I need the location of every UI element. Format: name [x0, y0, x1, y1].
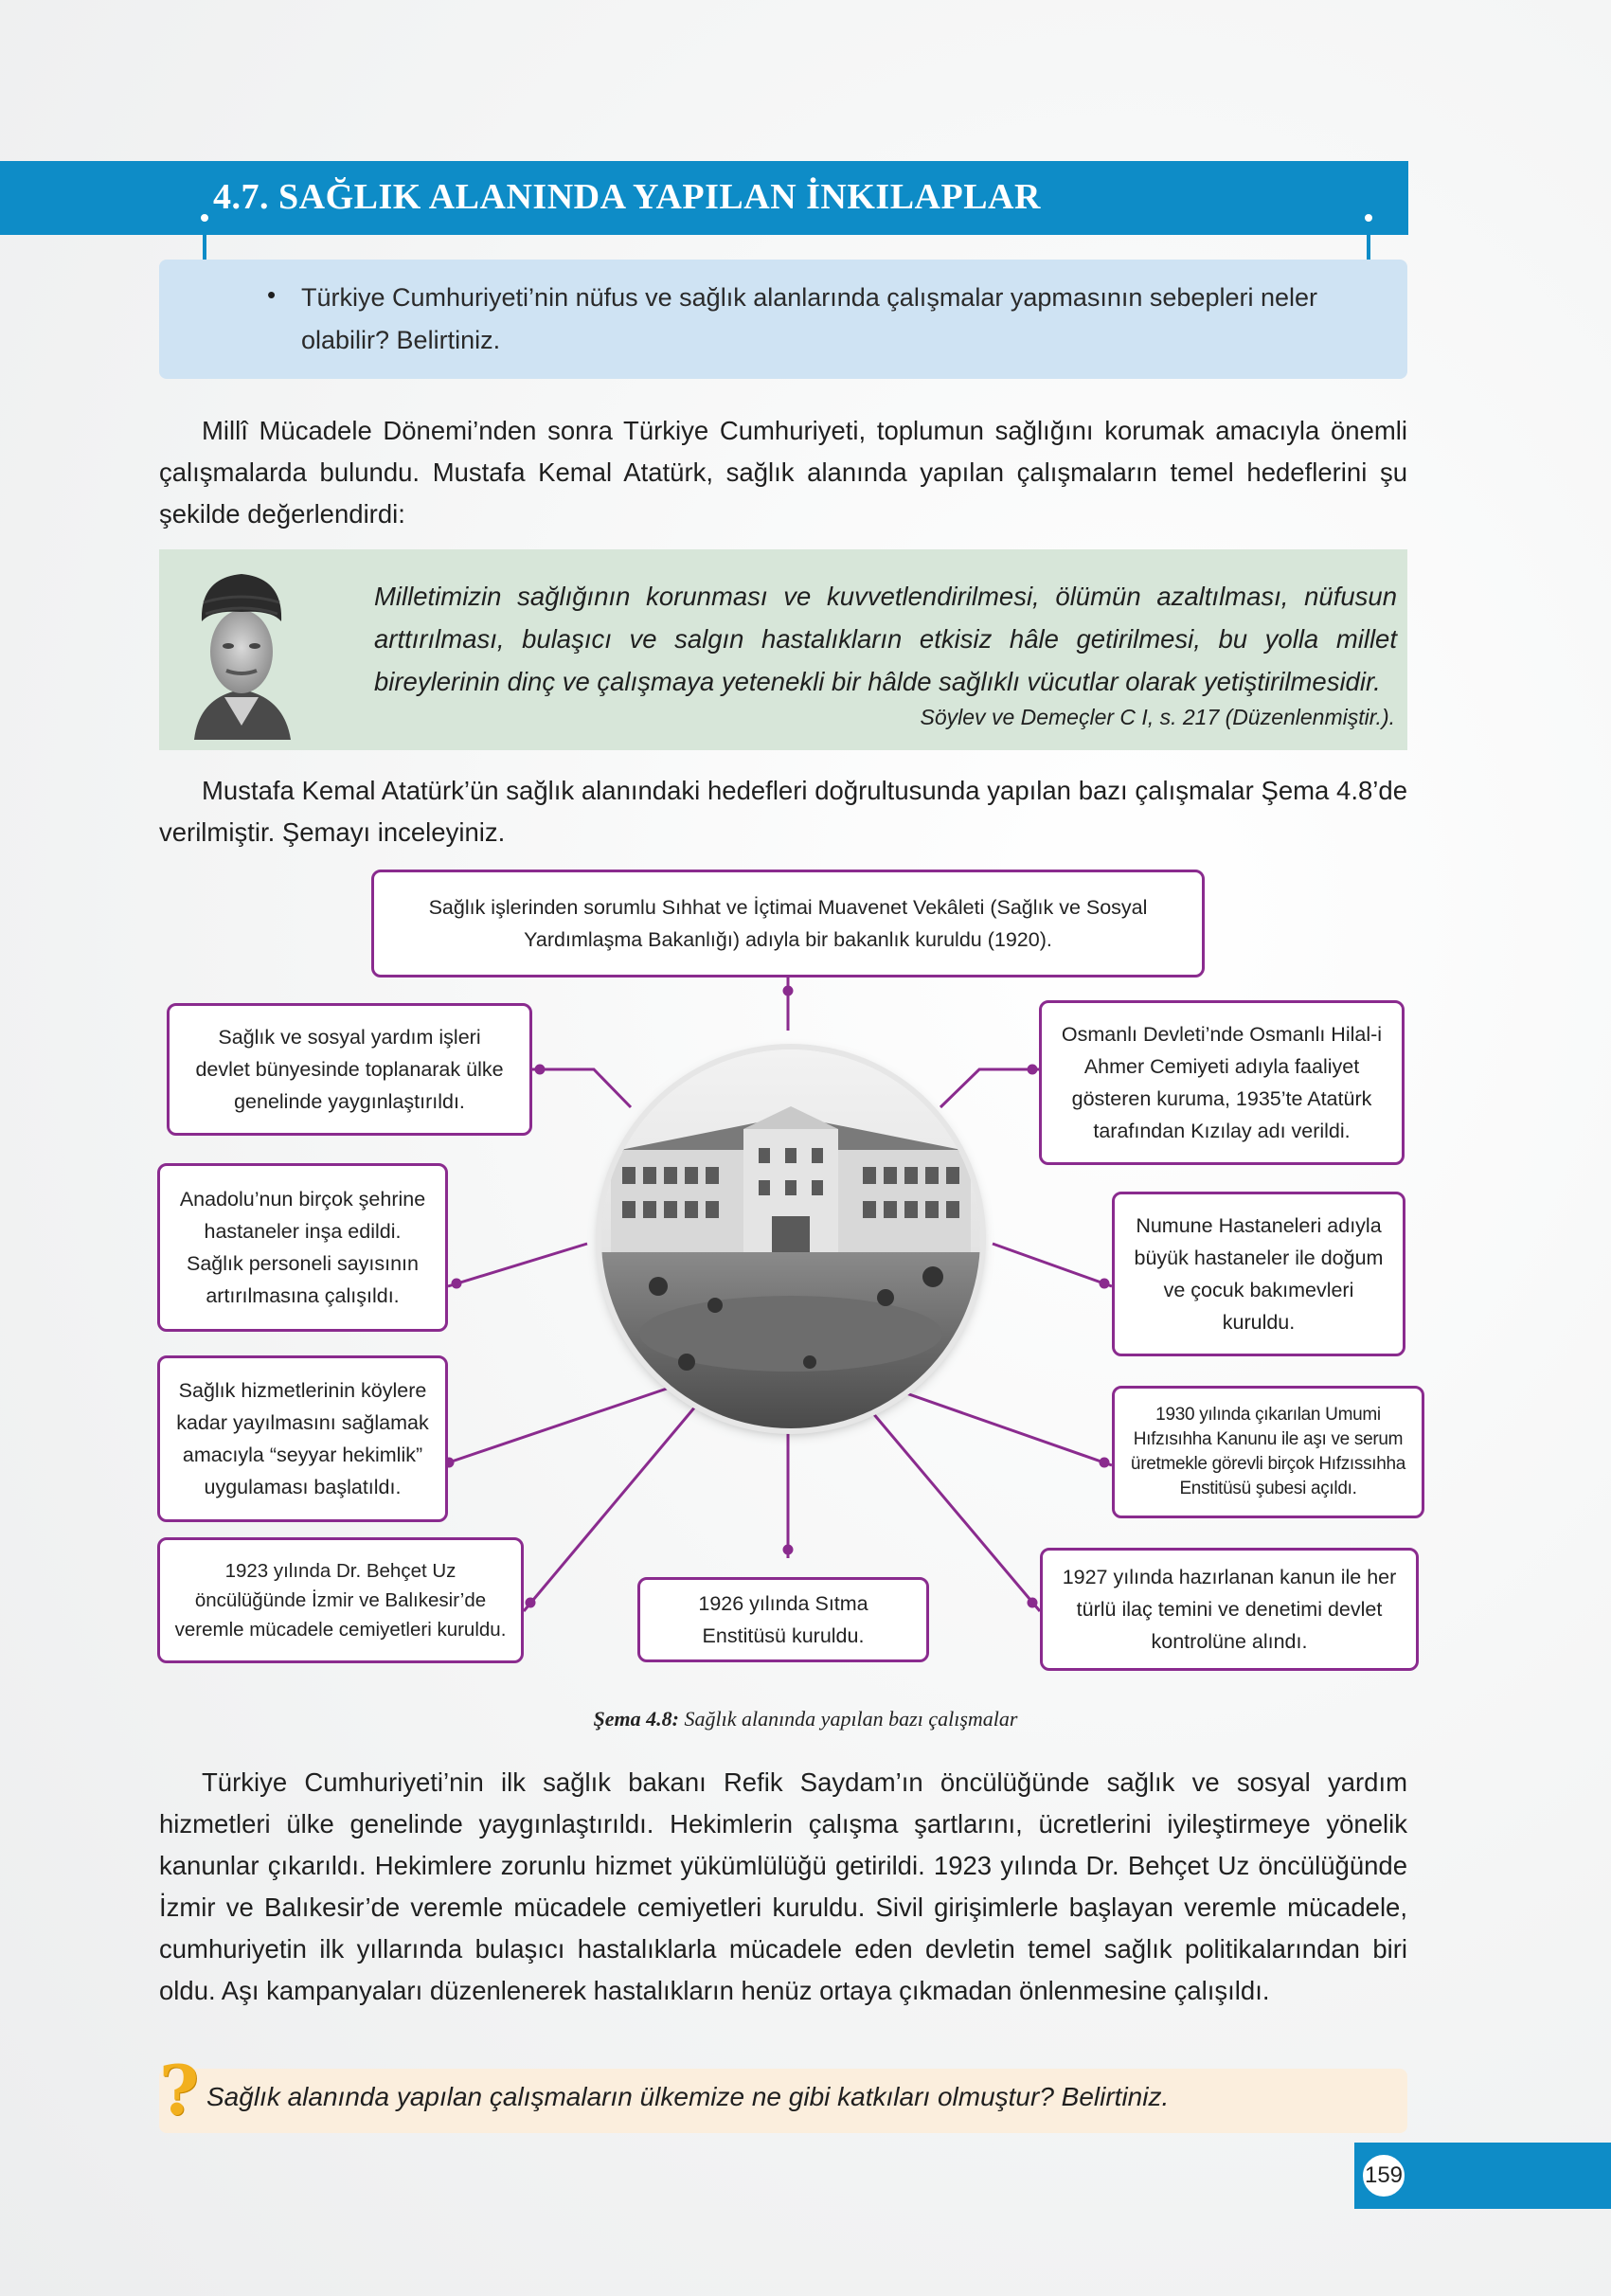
final-question-text: Sağlık alanında yapılan çalışmaların ülkemize ne gibi katkıları olmuştur? Belirtiniz.: [206, 2082, 1170, 2111]
quote-source: Söylev ve Demeçler C I, s. 217 (Düzenlenmiştir.).: [920, 705, 1395, 729]
diagram-box-left-2: Anadolu’nun birçok şehrine hastaneler inşa edildi. Sağlık personeli sayısının artırılmasına çalışıldı.: [157, 1163, 448, 1332]
diagram-box-bottom: 1926 yılında Sıtma Enstitüsü kuruldu.: [637, 1577, 929, 1662]
diagram-box-right-4: 1927 yılında hazırlanan kanun ile her türlü ilaç temini ve denetimi devlet kontrolüne alındı.: [1040, 1548, 1419, 1671]
page-number: 159: [1360, 2152, 1407, 2199]
diagram-box-left-3: Sağlık hizmetlerinin köylere kadar yayılmasını sağlamak amacıyla “seyyar hekimlik” uygulaması başlatıldı.: [157, 1355, 448, 1522]
diagram-box-left-4: 1923 yılında Dr. Behçet Uz öncülüğünde İzmir ve Balıkesir’de veremle mücadele cemiyetleri kuruldu.: [157, 1537, 524, 1663]
bullet: •: [267, 280, 277, 309]
diagram-box-left-1: Sağlık ve sosyal yardım işleri devlet bünyesinde toplanarak ülke genelinde yaygınlaştırıldı.: [167, 1003, 532, 1136]
paragraph-1: Millî Mücadele Dönemi’nden sonra Türkiye Cumhuriyeti, toplumun sağlığını korumak amacıyla önemli çalışmalarda bulundu. Mustafa Kemal Atatürk, sağlık alanında yapılan çalışmaların temel hedeflerini şu şekilde değerlendirdi:: [159, 416, 1407, 529]
diagram-caption: Şema 4.8: Sağlık alanında yapılan bazı çalışmalar: [593, 1707, 1018, 1731]
paragraph-2: Mustafa Kemal Atatürk’ün sağlık alanındaki hedefleri doğrultusunda yapılan bazı çalışmalar Şema 4.8’de verilmiştir. Şemayı inceleyiniz.: [159, 776, 1407, 847]
hospital-building-photo: [601, 1049, 980, 1428]
diagram-box-top: Sağlık işlerinden sorumlu Sıhhat ve İçtimai Muavenet Vekâleti (Sağlık ve Sosyal Yardımlaşma Bakanlığı) adıyla bir bakanlık kuruldu (1920).: [371, 870, 1205, 978]
quote-text: Milletimizin sağlığının korunması ve kuvvetlendirilmesi, ölümün azaltılması, nüfusun arttırılması, bulaşıcı ve salgın hastalıkların etkisiz hâle getirilmesi, bu yolla millet bireylerinin dinç ve çalışmaya yetenekli bir hâlde sağlıklı vücutlar olarak yetiştirilmesidir.: [374, 582, 1397, 696]
paragraph-3: Türkiye Cumhuriyeti’nin ilk sağlık bakanı Refik Saydam’ın öncülüğünde sağlık ve sosyal yardım hizmetleri ülke genelinde yaygınlaştırıldı. Hekimlerin çalışma şartlarını, ücretlerini iyileştirmeye yönelik kanunlar çıkarıldı. Hekimlere zorunlu hizmet yükümlülüğü getirildi. 1923 yılında Dr. Behçet Uz öncülüğünde İzmir ve Balıkesir’de veremle mücadele cemiyetleri kuruldu. Sivil girişimlerle başlayan veremle mücadele, cumhuriyetin ilk yıllarında bulaşıcı hastalıklarla mücadele eden devletin temel sağlık politikalarından biri oldu. Aşı kampanyaları düzenlenerek hastalıkların henüz ortaya çıkmadan önlenmesine çalışıldı.: [159, 1767, 1407, 2005]
question-mark-icon: ?: [159, 2050, 200, 2130]
diagram-box-right-2: Numune Hastaneleri adıyla büyük hastaneler ile doğum ve çocuk bakımevleri kuruldu.: [1112, 1192, 1405, 1356]
diagram-box-right-3: 1930 yılında çıkarılan Umumi Hıfzısıhha Kanunu ile aşı ve serum üretmekle görevli birçok Hıfzıssıhha Enstitüsü şubesi açıldı.: [1112, 1386, 1424, 1518]
section-title: 4.7. SAĞLIK ALANINDA YAPILAN İNKILAPLAR: [213, 177, 1041, 217]
diagram-box-right-1: Osmanlı Devleti’nde Osmanlı Hilal-i Ahmer Cemiyeti adıyla faaliyet gösteren kuruma, 1935’te Atatürk tarafından Kızılay adı verildi.: [1039, 1000, 1405, 1165]
intro-question-text: Türkiye Cumhuriyeti’nin nüfus ve sağlık alanlarında çalışmalar yapmasının sebepleri neler olabilir? Belirtiniz.: [301, 283, 1318, 354]
